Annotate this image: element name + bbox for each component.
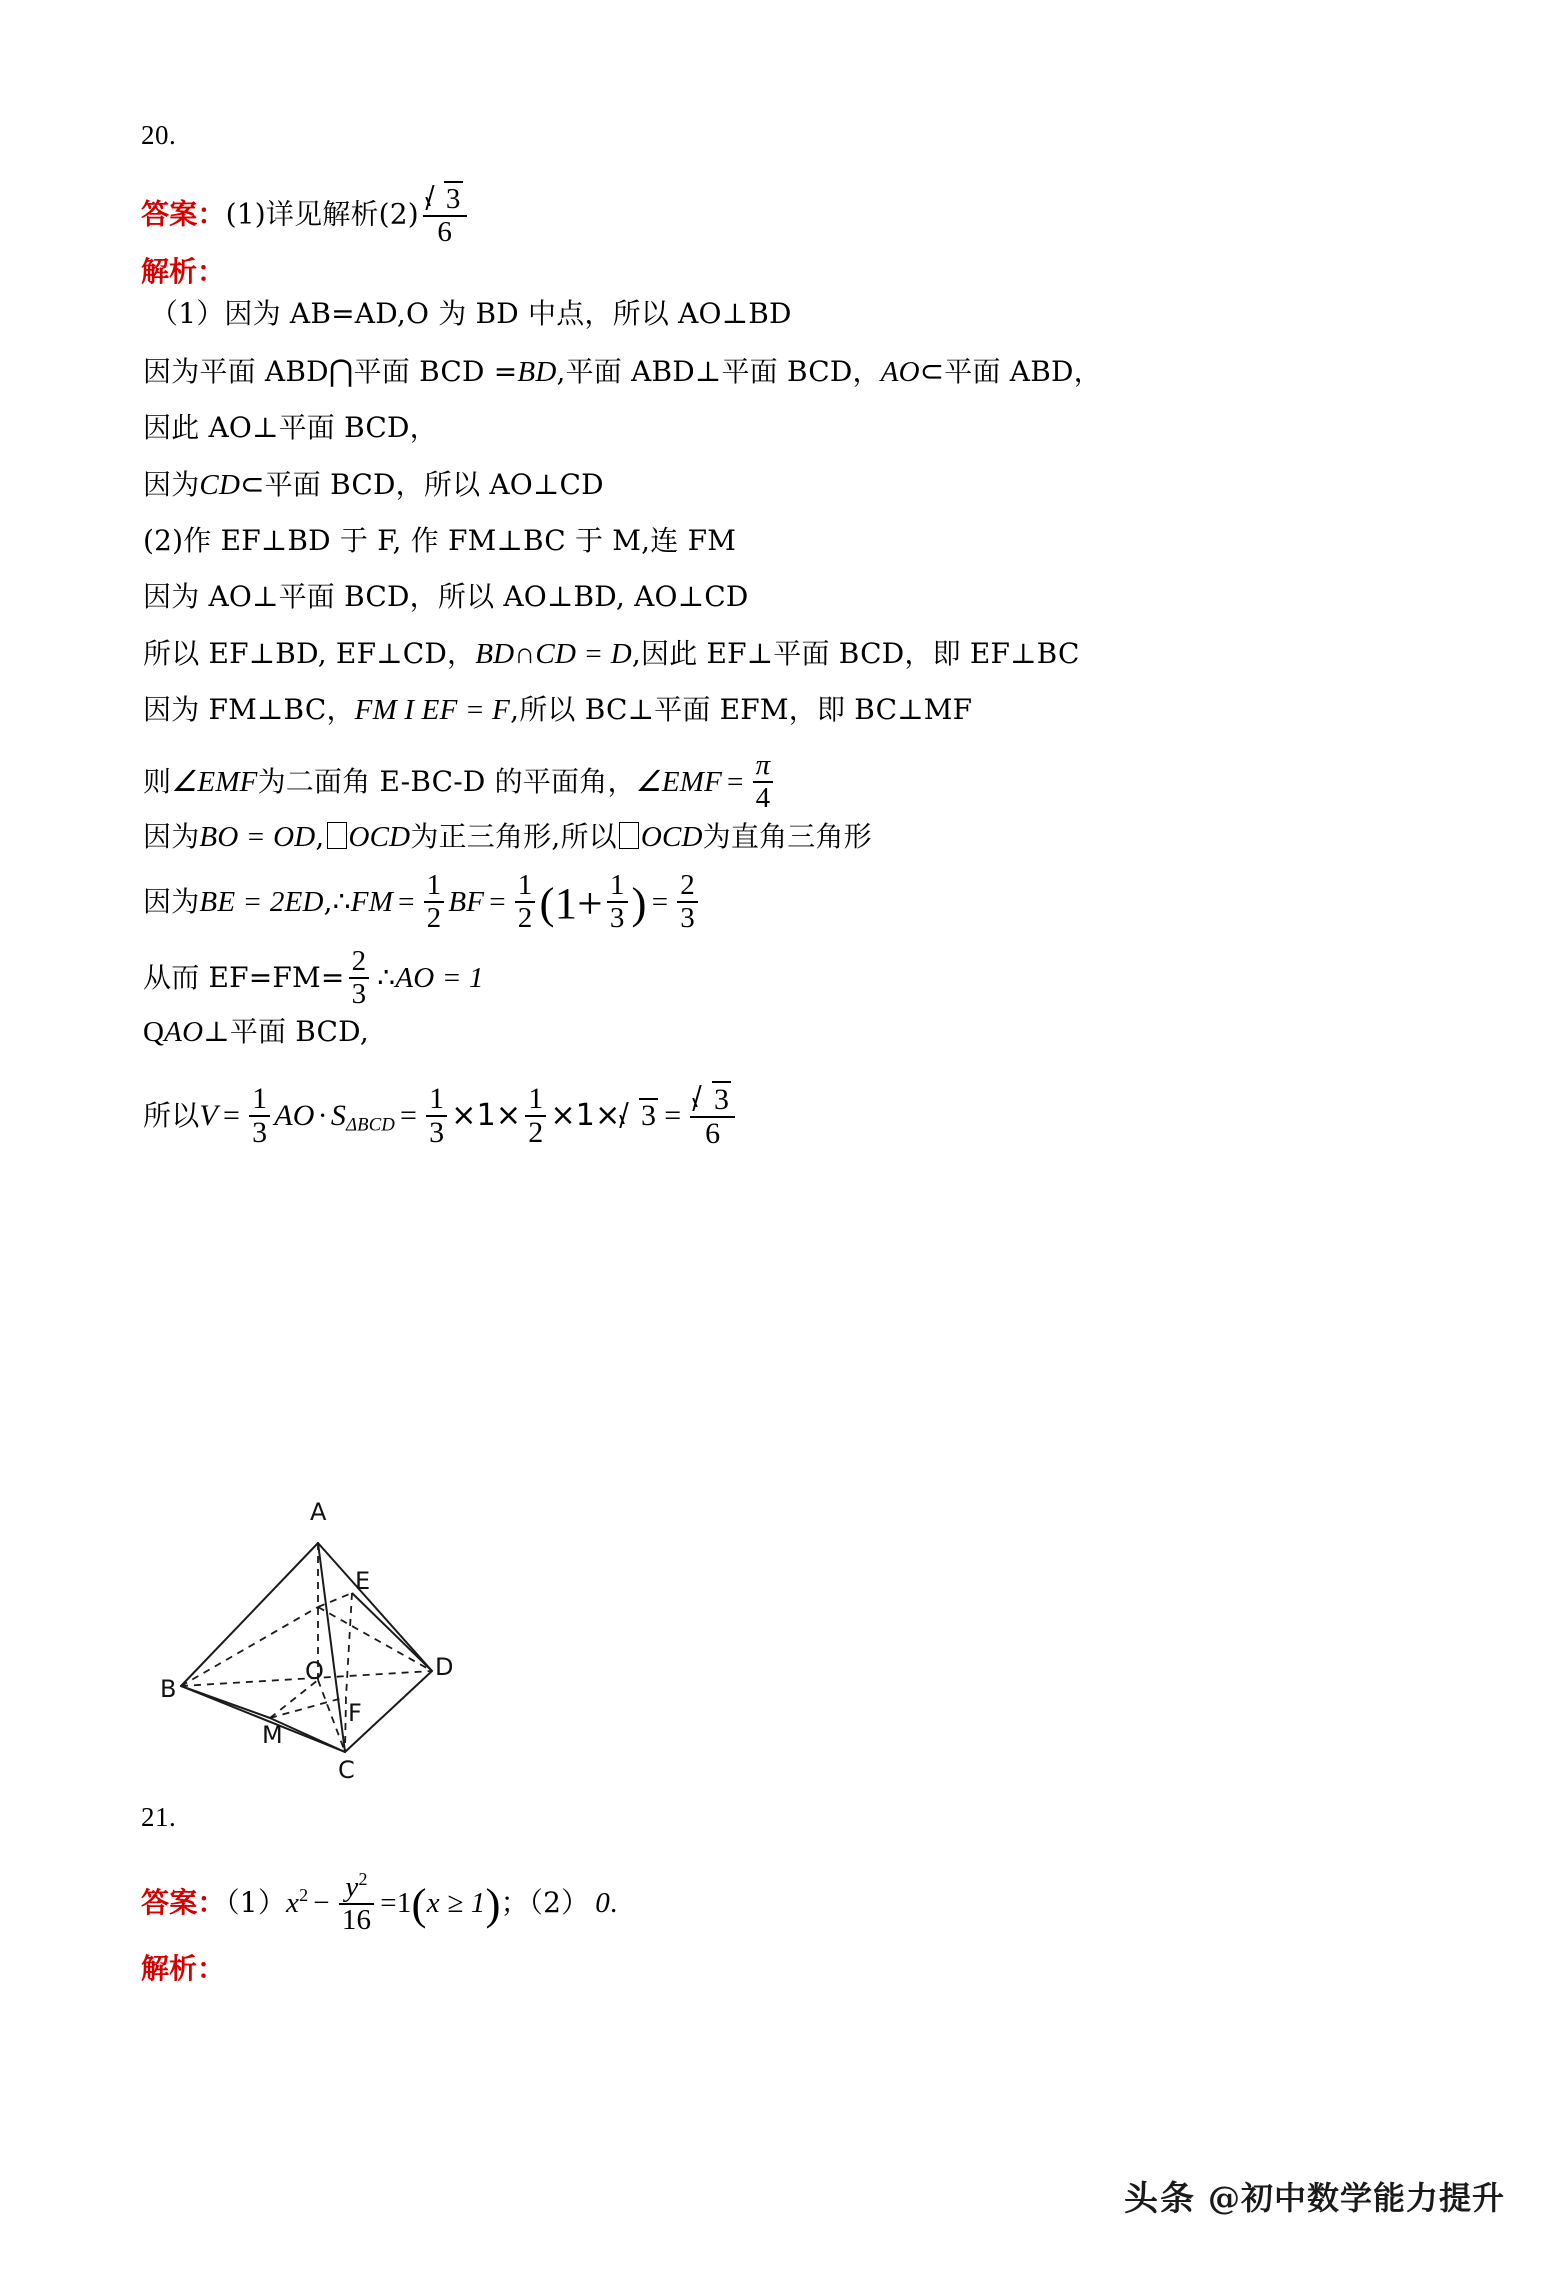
- line4-part-b: 平面 BCD，所以 AO⊥CD: [264, 468, 604, 501]
- p21-equals-1: =1: [380, 1887, 412, 1920]
- line14-dot: ·: [317, 1098, 328, 1132]
- p21-period: .: [610, 1887, 618, 1920]
- p21-part-1-marker: （1）: [225, 1886, 287, 1920]
- line14-S-subscript: ΔBCD: [346, 1114, 395, 1136]
- line11-equals-3: =: [651, 885, 669, 918]
- line11-frac4-num: 2: [677, 870, 698, 903]
- four-denominator: 4: [755, 782, 771, 815]
- line14-fraction-3: [525, 1083, 546, 1150]
- p21-cond-open-paren: (: [411, 1879, 427, 1930]
- line14-frac4-num: 3: [690, 1081, 735, 1118]
- analysis-line-7: [143, 637, 1080, 670]
- line11-part-a: 因为: [143, 884, 200, 918]
- intersection-symbol: ⋂: [328, 354, 354, 389]
- line11-frac2-den: 2: [517, 902, 533, 935]
- pi-numerator: π: [753, 750, 774, 783]
- problem-20-answer-line: [141, 183, 471, 251]
- problem-21-answer-line: [141, 1869, 618, 1939]
- tetrahedron-figure: [150, 1485, 610, 1785]
- analysis-line-1: （1）因为 AB=AD,O 为 BD 中点，所以 AO⊥BD: [150, 297, 792, 330]
- edge-AD: [318, 1543, 432, 1671]
- line8-part-b: ,所以 BC⊥平面 EFM，即 BC⊥MF: [510, 693, 973, 726]
- line2-part-a: 因为平面 ABD: [143, 355, 329, 388]
- analysis-line-12: [143, 945, 484, 1013]
- analysis-line-13: [143, 1015, 369, 1048]
- watermark-handle: @初中数学能力提升: [1207, 2178, 1505, 2217]
- missing-glyph-box-1: [327, 822, 347, 849]
- analysis-line-14-volume-formula: [143, 1083, 739, 1153]
- line14-fraction-2: [426, 1083, 447, 1150]
- edge-FC-hidden: [345, 1697, 346, 1752]
- analysis-line-6: 因为 AO⊥平面 BCD，所以 AO⊥BD, AO⊥CD: [143, 580, 749, 613]
- line2-bd: BD: [517, 356, 557, 388]
- line11-open-paren: (1+: [539, 878, 603, 929]
- line2-ao: AO: [880, 356, 920, 388]
- answer-fraction-denominator: 6: [437, 216, 453, 249]
- line14-times-2: ×1×: [550, 1097, 621, 1133]
- analysis-line-8: [143, 693, 973, 726]
- line11-bf: BF: [448, 885, 485, 918]
- p21-x-exponent: 2: [299, 1884, 309, 1905]
- answer-fraction-numerator: 3: [423, 181, 467, 217]
- line4-cd: CD: [199, 469, 241, 501]
- line14-frac1-num: 1: [249, 1083, 270, 1117]
- line9-angle-emf-2: ∠EMF: [635, 765, 723, 798]
- figure-label-C: C: [338, 1756, 355, 1784]
- edge-AB: [181, 1543, 318, 1686]
- line12-frac-den: 3: [351, 978, 367, 1011]
- line12-frac-num: 2: [349, 946, 370, 979]
- line4-part-a: 因为: [143, 468, 200, 501]
- edge-OE-hidden: [318, 1593, 352, 1607]
- answer-prefix: (1)详见解析(2): [225, 197, 419, 231]
- line10-part-a: 因为: [143, 820, 200, 854]
- line14-frac3-den: 2: [528, 1115, 544, 1149]
- line11-equals-2: =: [489, 885, 506, 918]
- p21-condition: x ≥ 1: [426, 1887, 486, 1920]
- analysis-line-10: [143, 822, 872, 852]
- line11-therefore: ,∴: [323, 884, 351, 918]
- line14-equals-1: =: [222, 1098, 241, 1132]
- line9-part-a: 则: [143, 764, 172, 798]
- problem-20-analysis-label: 解析：: [141, 255, 226, 288]
- answer-label-21: 答案：: [141, 1886, 226, 1920]
- line14-times-1: ×1×: [451, 1097, 522, 1133]
- figure-label-B: B: [160, 1675, 177, 1703]
- pi-over-4-fraction: [753, 750, 774, 815]
- line14-equals-3: =: [664, 1098, 682, 1132]
- subset-symbol-2: ⊂: [240, 467, 265, 501]
- edge-BM: [181, 1686, 270, 1718]
- subset-symbol: ⊂: [919, 354, 945, 388]
- line12-therefore: ∴: [377, 960, 396, 994]
- analysis-line-9: [143, 749, 777, 817]
- line2-part-d: 平面 ABD，: [944, 355, 1102, 388]
- line11-close-paren: ): [631, 878, 647, 929]
- line13-q-glyph: Q: [143, 1016, 165, 1048]
- line11-fraction-3: [607, 870, 628, 935]
- line12-fraction: [349, 946, 370, 1011]
- edge-AC: [318, 1543, 345, 1752]
- answer-fraction: [423, 181, 467, 249]
- line9-angle-emf: ∠EMF: [171, 765, 258, 798]
- problem-21-number: 21.: [141, 1802, 177, 1832]
- analysis-line-5: (2)作 EF⊥BD 于 F, 作 FM⊥BC 于 M,连 FM: [143, 524, 737, 557]
- line8-part-a: 因为 FM⊥BC，: [143, 693, 355, 726]
- line11-fraction-2: [515, 870, 536, 935]
- line13-part-b: ⊥平面 BCD,: [203, 1015, 369, 1048]
- line14-frac4-den: 6: [705, 1117, 721, 1151]
- line14-S: S: [330, 1098, 347, 1132]
- edge-EF-hidden: [346, 1593, 352, 1697]
- line14-frac1-den: 3: [252, 1115, 268, 1149]
- figure-label-M: M: [262, 1721, 283, 1749]
- line2-part-b: 平面 BCD =: [353, 355, 518, 388]
- analysis-line-3: 因此 AO⊥平面 BCD，: [143, 411, 438, 444]
- line11-equals-1: =: [398, 885, 415, 918]
- line14-V: V: [199, 1098, 218, 1132]
- p21-part-2-value: 0: [595, 1887, 610, 1920]
- p21-cond-close-paren: ): [485, 1879, 501, 1930]
- edge-BO-upper-hidden: [181, 1607, 318, 1686]
- answer-label: 答案：: [141, 197, 226, 231]
- line9-equals: =: [727, 765, 744, 798]
- tetrahedron-svg: [150, 1485, 610, 1785]
- line11-frac1-num: 1: [424, 870, 445, 903]
- line14-ao: AO: [274, 1098, 315, 1132]
- analysis-line-2: [143, 354, 1102, 389]
- line14-frac2-den: 3: [429, 1115, 445, 1149]
- line14-sqrt3: 3: [620, 1098, 658, 1131]
- line12-part-a: 从而 EF=FM=: [143, 960, 345, 994]
- p21-minus: −: [313, 1887, 330, 1920]
- figure-label-A: A: [310, 1498, 327, 1526]
- line14-part-a: 所以: [143, 1098, 200, 1132]
- p21-frac-den: 16: [341, 1904, 372, 1937]
- figure-label-O: O: [305, 1657, 324, 1685]
- line11-frac1-den: 2: [426, 902, 442, 935]
- line10-part-d: 为直角三角形: [702, 820, 872, 854]
- line11-frac3-num: 1: [607, 870, 628, 903]
- line11-be-2ed: BE = 2ED: [199, 885, 324, 918]
- line10-comma: ,: [315, 820, 325, 854]
- line14-frac3-num: 1: [525, 1083, 546, 1117]
- line11-frac4-den: 3: [680, 902, 695, 935]
- missing-glyph-box-2: [619, 822, 639, 849]
- line10-triangle-ocd-2: OCD: [640, 821, 703, 854]
- analysis-line-11: [143, 869, 702, 937]
- figure-label-D: D: [435, 1653, 454, 1681]
- p21-x: x: [286, 1887, 300, 1920]
- line13-ao: AO: [164, 1016, 204, 1048]
- figure-label-F: F: [348, 1699, 362, 1727]
- line14-fraction-1: [249, 1083, 270, 1150]
- line14-equals-2: =: [399, 1098, 418, 1132]
- watermark: [1124, 2171, 1505, 2220]
- line11-fraction-1: [424, 870, 445, 935]
- line10-triangle-ocd-1: OCD: [348, 821, 411, 854]
- edge-MF-hidden: [270, 1697, 346, 1718]
- line11-fm: FM: [350, 885, 394, 918]
- problem-20-number: 20.: [141, 120, 177, 150]
- line7-part-a: 所以 EF⊥BD, EF⊥CD，: [143, 637, 476, 670]
- analysis-line-4: [143, 467, 604, 501]
- line11-frac2-num: 1: [515, 870, 536, 903]
- p21-y2-over-16: [339, 1870, 374, 1937]
- watermark-brand: 头条: [1123, 2179, 1196, 2219]
- line12-ao-equals-1: AO = 1: [395, 961, 484, 994]
- line7-part-b: ,因此 EF⊥平面 BCD，即 EF⊥BC: [631, 637, 1080, 670]
- line11-fraction-4: [677, 870, 698, 935]
- edge-MO-hidden: [270, 1680, 318, 1718]
- line10-bo-od: BO = OD: [199, 821, 316, 854]
- p21-frac-num: $y^2$: [339, 1870, 374, 1905]
- p21-separator: ；（2）: [500, 1886, 590, 1920]
- line9-part-b: 为二面角 E-BC-D 的平面角，: [257, 764, 636, 798]
- line10-part-c: 为正三角形,所以: [410, 820, 617, 854]
- problem-21-analysis-label: 解析：: [141, 1952, 226, 1985]
- line7-equation: BD∩CD = D: [475, 638, 632, 670]
- line2-part-c: ,平面 ABD⊥平面 BCD，: [556, 355, 881, 388]
- line8-equation: FM I EF = F: [354, 694, 511, 726]
- line14-frac2-num: 1: [426, 1083, 447, 1117]
- figure-label-E: E: [355, 1567, 371, 1595]
- line11-frac3-den: 3: [609, 902, 625, 935]
- line14-fraction-4: [690, 1081, 735, 1151]
